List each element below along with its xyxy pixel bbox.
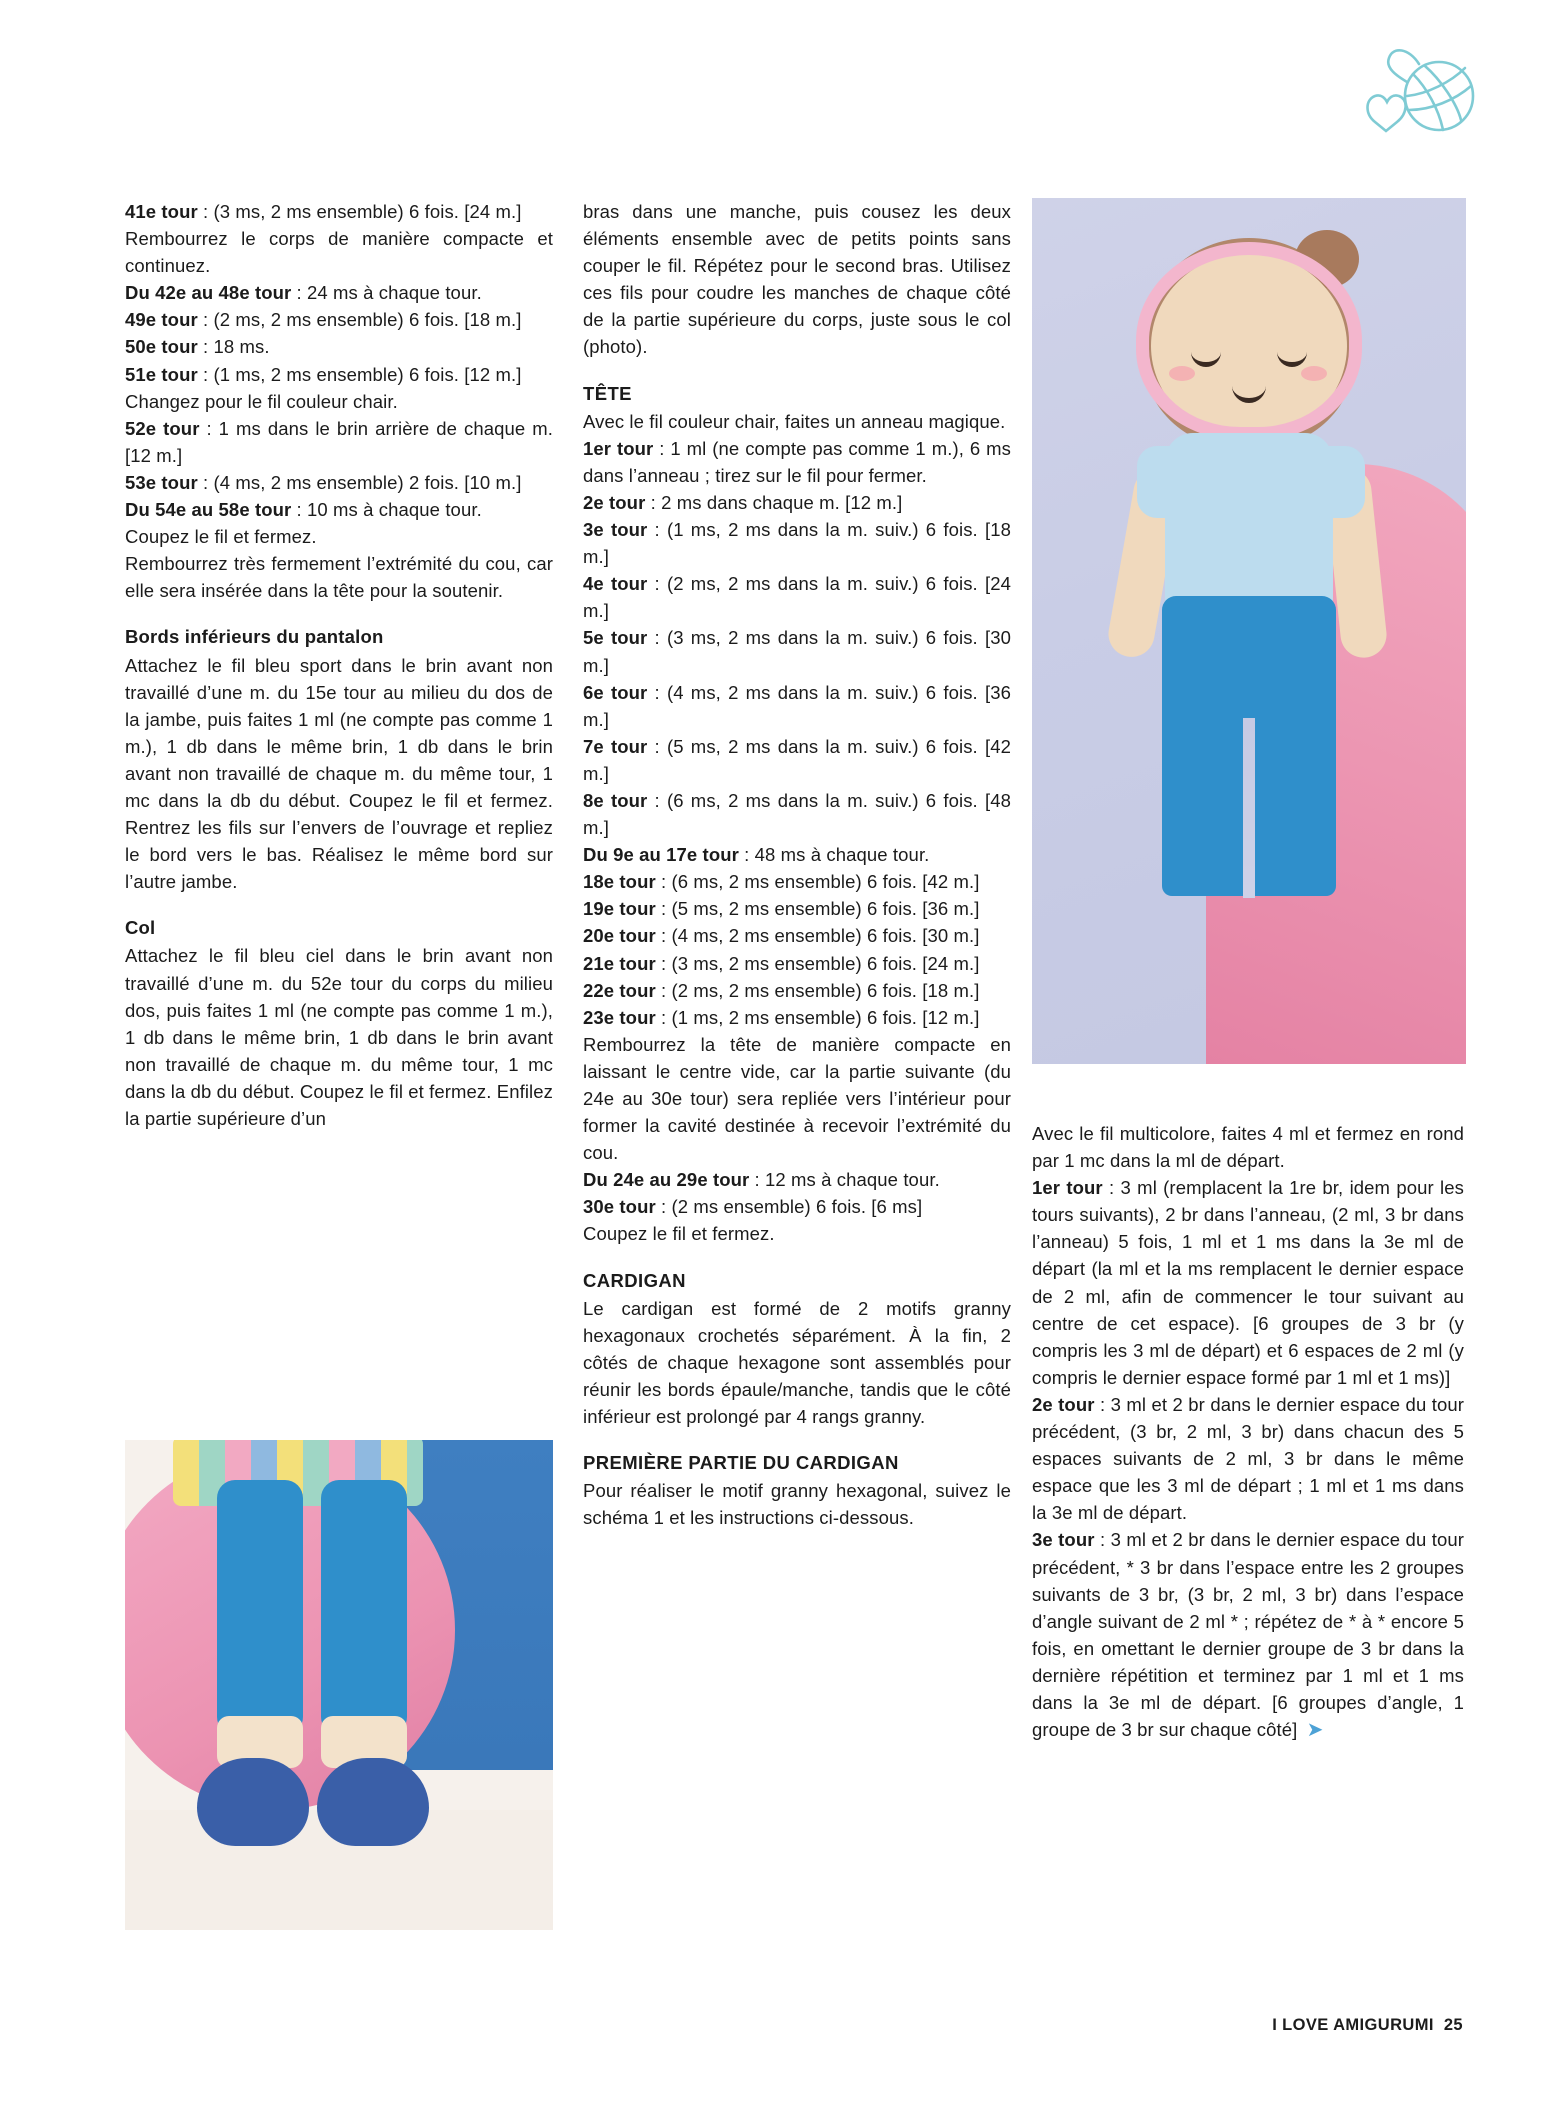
yarn-ball-heart-logo — [1347, 34, 1497, 144]
body-paragraph: Du 54e au 58e tour : 10 ms à chaque tour. — [125, 499, 482, 521]
body-paragraph: 5e tour : (3 ms, 2 ms dans la m. suiv.) 6 fois. [30 m.] — [583, 627, 1011, 676]
body-paragraph: 49e tour : (2 ms, 2 ms ensemble) 6 fois. [18 m.] — [125, 309, 522, 331]
body-paragraph: 3e tour : (1 ms, 2 ms dans la m. suiv.) 6 fois. [18 m.] — [583, 519, 1011, 568]
body-paragraph: 20e tour : (4 ms, 2 ms ensemble) 6 fois. [30 m.] — [583, 925, 980, 947]
paragraph-spacer — [583, 1248, 1011, 1267]
paragraph-spacer — [125, 895, 553, 914]
body-paragraph: 53e tour : (4 ms, 2 ms ensemble) 2 fois. [10 m.] — [125, 471, 522, 493]
body-paragraph: Rembourrez la tête de manière compacte en laissant le centre vide, car la partie suivante (du 24e au 30e tour) sera repliée vers l’intérieur pour former la cavité destinée à recevoir l’extrémité du cou. — [583, 1033, 1011, 1164]
body-paragraph: 51e tour : (1 ms, 2 ms ensemble) 6 fois. [12 m.] — [125, 363, 522, 385]
body-paragraph: 19e tour : (5 ms, 2 ms ensemble) 6 fois. [36 m.] — [583, 898, 980, 920]
body-paragraph: 3e tour : 3 ml et 2 br dans le dernier espace du tour précédent, * 3 br dans l’espace entre les 2 groupes suivants de 3 br, (3 br, 2 ml, 3 br) dans l’espace d’angle suivant de 2 ml * ; répétez de * à * encore 5 fois, en omettant le dernier groupe de 3 br dans la dernière répétition et terminez par 1 ml et 1 ms dans la 3e ml de départ. [6 groupes d’angle, 1 groupe de 3 br sur chaque côté] ➤ — [1032, 1529, 1465, 1742]
doll-full-body-photo — [1032, 198, 1466, 1064]
section-heading: CARDIGAN — [583, 1269, 686, 1291]
body-paragraph: 50e tour : 18 ms. — [125, 336, 270, 358]
body-paragraph: Coupez le fil et fermez. — [583, 1223, 775, 1245]
paragraph-spacer — [583, 361, 1011, 380]
body-paragraph: Rembourrez le corps de manière compacte et continuez. — [125, 228, 553, 277]
section-heading: PREMIÈRE PARTIE DU CARDIGAN — [583, 1452, 899, 1474]
body-paragraph: Changez pour le fil couleur chair. — [125, 390, 398, 412]
page-footer — [1272, 2016, 1463, 2035]
text-column-2 — [583, 198, 1011, 1531]
magazine-title: I LOVE AMIGURUMI — [1272, 2016, 1434, 2034]
body-paragraph: 1er tour : 3 ml (remplacent la 1re br, idem pour les tours suivants), 2 br dans l’anneau, (2 ml, 3 br dans l’anneau) 5 fois, 1 ml et 1 ms dans la 3e ml de départ (la ml et la ms remplacent le dernier espace de 2 ml, afin de commencer le tour suivant au centre de cet espace). [6 groupes de 3 br (y compris les 3 ml de départ) et 6 espaces de 2 ml (y compris le dernier espace formé par 1 ml et 1 ms)] — [1032, 1177, 1464, 1388]
body-paragraph: Attachez le fil bleu ciel dans le brin avant non travaillé d’une m. du 52e tour du corps du milieu dos, puis faites 1 ml (ne compte pas comme 1 m.), 1 db dans le même brin, 1 db dans le brin avant non travaillé de chaque m. du même tour, 1 mc dans la db du début. Coupez le fil et fermez. Enfilez la partie supérieure d’un — [125, 945, 553, 1129]
body-paragraph: 2e tour : 2 ms dans chaque m. [12 m.] — [583, 491, 903, 513]
paragraph-spacer — [583, 1430, 1011, 1449]
body-paragraph: bras dans une manche, puis cousez les deux éléments ensemble avec de petits points sans couper le fil. Répétez pour le second bras. Utilisez ces fils pour coudre les manches de chaque côté de la partie supérieure du corps, juste sous le col (photo). — [583, 201, 1011, 358]
text-column-3 — [1032, 1120, 1464, 1745]
section-heading: Col — [125, 917, 156, 939]
body-paragraph: 52e tour : 1 ms dans le brin arrière de chaque m. [12 m.] — [125, 417, 553, 466]
body-paragraph: 18e tour : (6 ms, 2 ms ensemble) 6 fois. [42 m.] — [583, 871, 980, 893]
body-paragraph: Rembourrez très fermement l’extrémité du cou, car elle sera insérée dans la tête pour la soutenir. — [125, 553, 553, 602]
body-paragraph: 6e tour : (4 ms, 2 ms dans la m. suiv.) 6 fois. [36 m.] — [583, 681, 1011, 730]
text-column-1 — [125, 198, 553, 1132]
body-paragraph: 21e tour : (3 ms, 2 ms ensemble) 6 fois. [24 m.] — [583, 952, 980, 974]
body-paragraph: 23e tour : (1 ms, 2 ms ensemble) 6 fois. [12 m.] — [583, 1006, 980, 1028]
body-paragraph: Du 9e au 17e tour : 48 ms à chaque tour. — [583, 844, 930, 866]
body-paragraph: Le cardigan est formé de 2 motifs granny hexagonaux crochetés séparément. À la fin, 2 côtés de chaque hexagone sont assemblés pour réunir les bords épaule/manche, tandis que le côté inférieur est prolongé par 4 rangs granny. — [583, 1297, 1011, 1428]
paragraph-spacer — [125, 604, 553, 623]
body-paragraph: 8e tour : (6 ms, 2 ms dans la m. suiv.) 6 fois. [48 m.] — [583, 789, 1011, 839]
doll-legs-shoes-photo — [125, 1440, 553, 1930]
body-paragraph: 41e tour : (3 ms, 2 ms ensemble) 6 fois. [24 m.] — [125, 201, 522, 222]
body-paragraph: Du 24e au 29e tour : 12 ms à chaque tour. — [583, 1169, 940, 1191]
body-paragraph: Coupez le fil et fermez. — [125, 526, 317, 548]
section-heading: Bords inférieurs du pantalon — [125, 626, 384, 648]
body-paragraph: Avec le fil multicolore, faites 4 ml et fermez en rond par 1 mc dans la ml de départ. — [1032, 1123, 1464, 1172]
body-paragraph: Attachez le fil bleu sport dans le brin avant non travaillé d’une m. du 15e tour au milieu du dos de la jambe, puis faites 1 ml (ne compte pas comme 1 m.), 1 db dans le même brin, 1 db dans le brin avant non travaillé de chaque m. du même tour, 1 mc dans la db du début. Coupez le fil et fermez. Rentrez les fils sur l’envers de l’ouvrage et repliez le bord vers le bas. Réalisez le même bord sur l’autre jambe. — [125, 654, 553, 893]
body-paragraph: 1er tour : 1 ml (ne compte pas comme 1 m.), 6 ms dans l’anneau ; tirez sur le fil pour fermer. — [583, 437, 1011, 486]
body-paragraph: 22e tour : (2 ms, 2 ms ensemble) 6 fois. [18 m.] — [583, 979, 980, 1001]
body-paragraph: Du 42e au 48e tour : 24 ms à chaque tour. — [125, 282, 482, 304]
body-paragraph: Pour réaliser le motif granny hexagonal, suivez le schéma 1 et les instructions ci-dessous. — [583, 1480, 1011, 1529]
body-paragraph: 2e tour : 3 ml et 2 br dans le dernier espace du tour précédent, (3 br, 2 ml, 3 br) dans chacun des 5 espaces suivants de 2 ml, 3 br dans le même espace que les 3 ml de départ ; 1 ml et 1 ms dans la 3e ml de départ. — [1032, 1393, 1465, 1524]
body-paragraph: 30e tour : (2 ms ensemble) 6 fois. [6 ms] — [583, 1196, 923, 1218]
section-heading: TÊTE — [583, 382, 632, 404]
body-paragraph: 4e tour : (2 ms, 2 ms dans la m. suiv.) 6 fois. [24 m.] — [583, 573, 1011, 622]
page-number: 25 — [1443, 2016, 1463, 2034]
body-paragraph: Avec le fil couleur chair, faites un anneau magique. — [583, 410, 1006, 432]
body-paragraph: 7e tour : (5 ms, 2 ms dans la m. suiv.) 6 fois. [42 m.] — [583, 735, 1011, 784]
